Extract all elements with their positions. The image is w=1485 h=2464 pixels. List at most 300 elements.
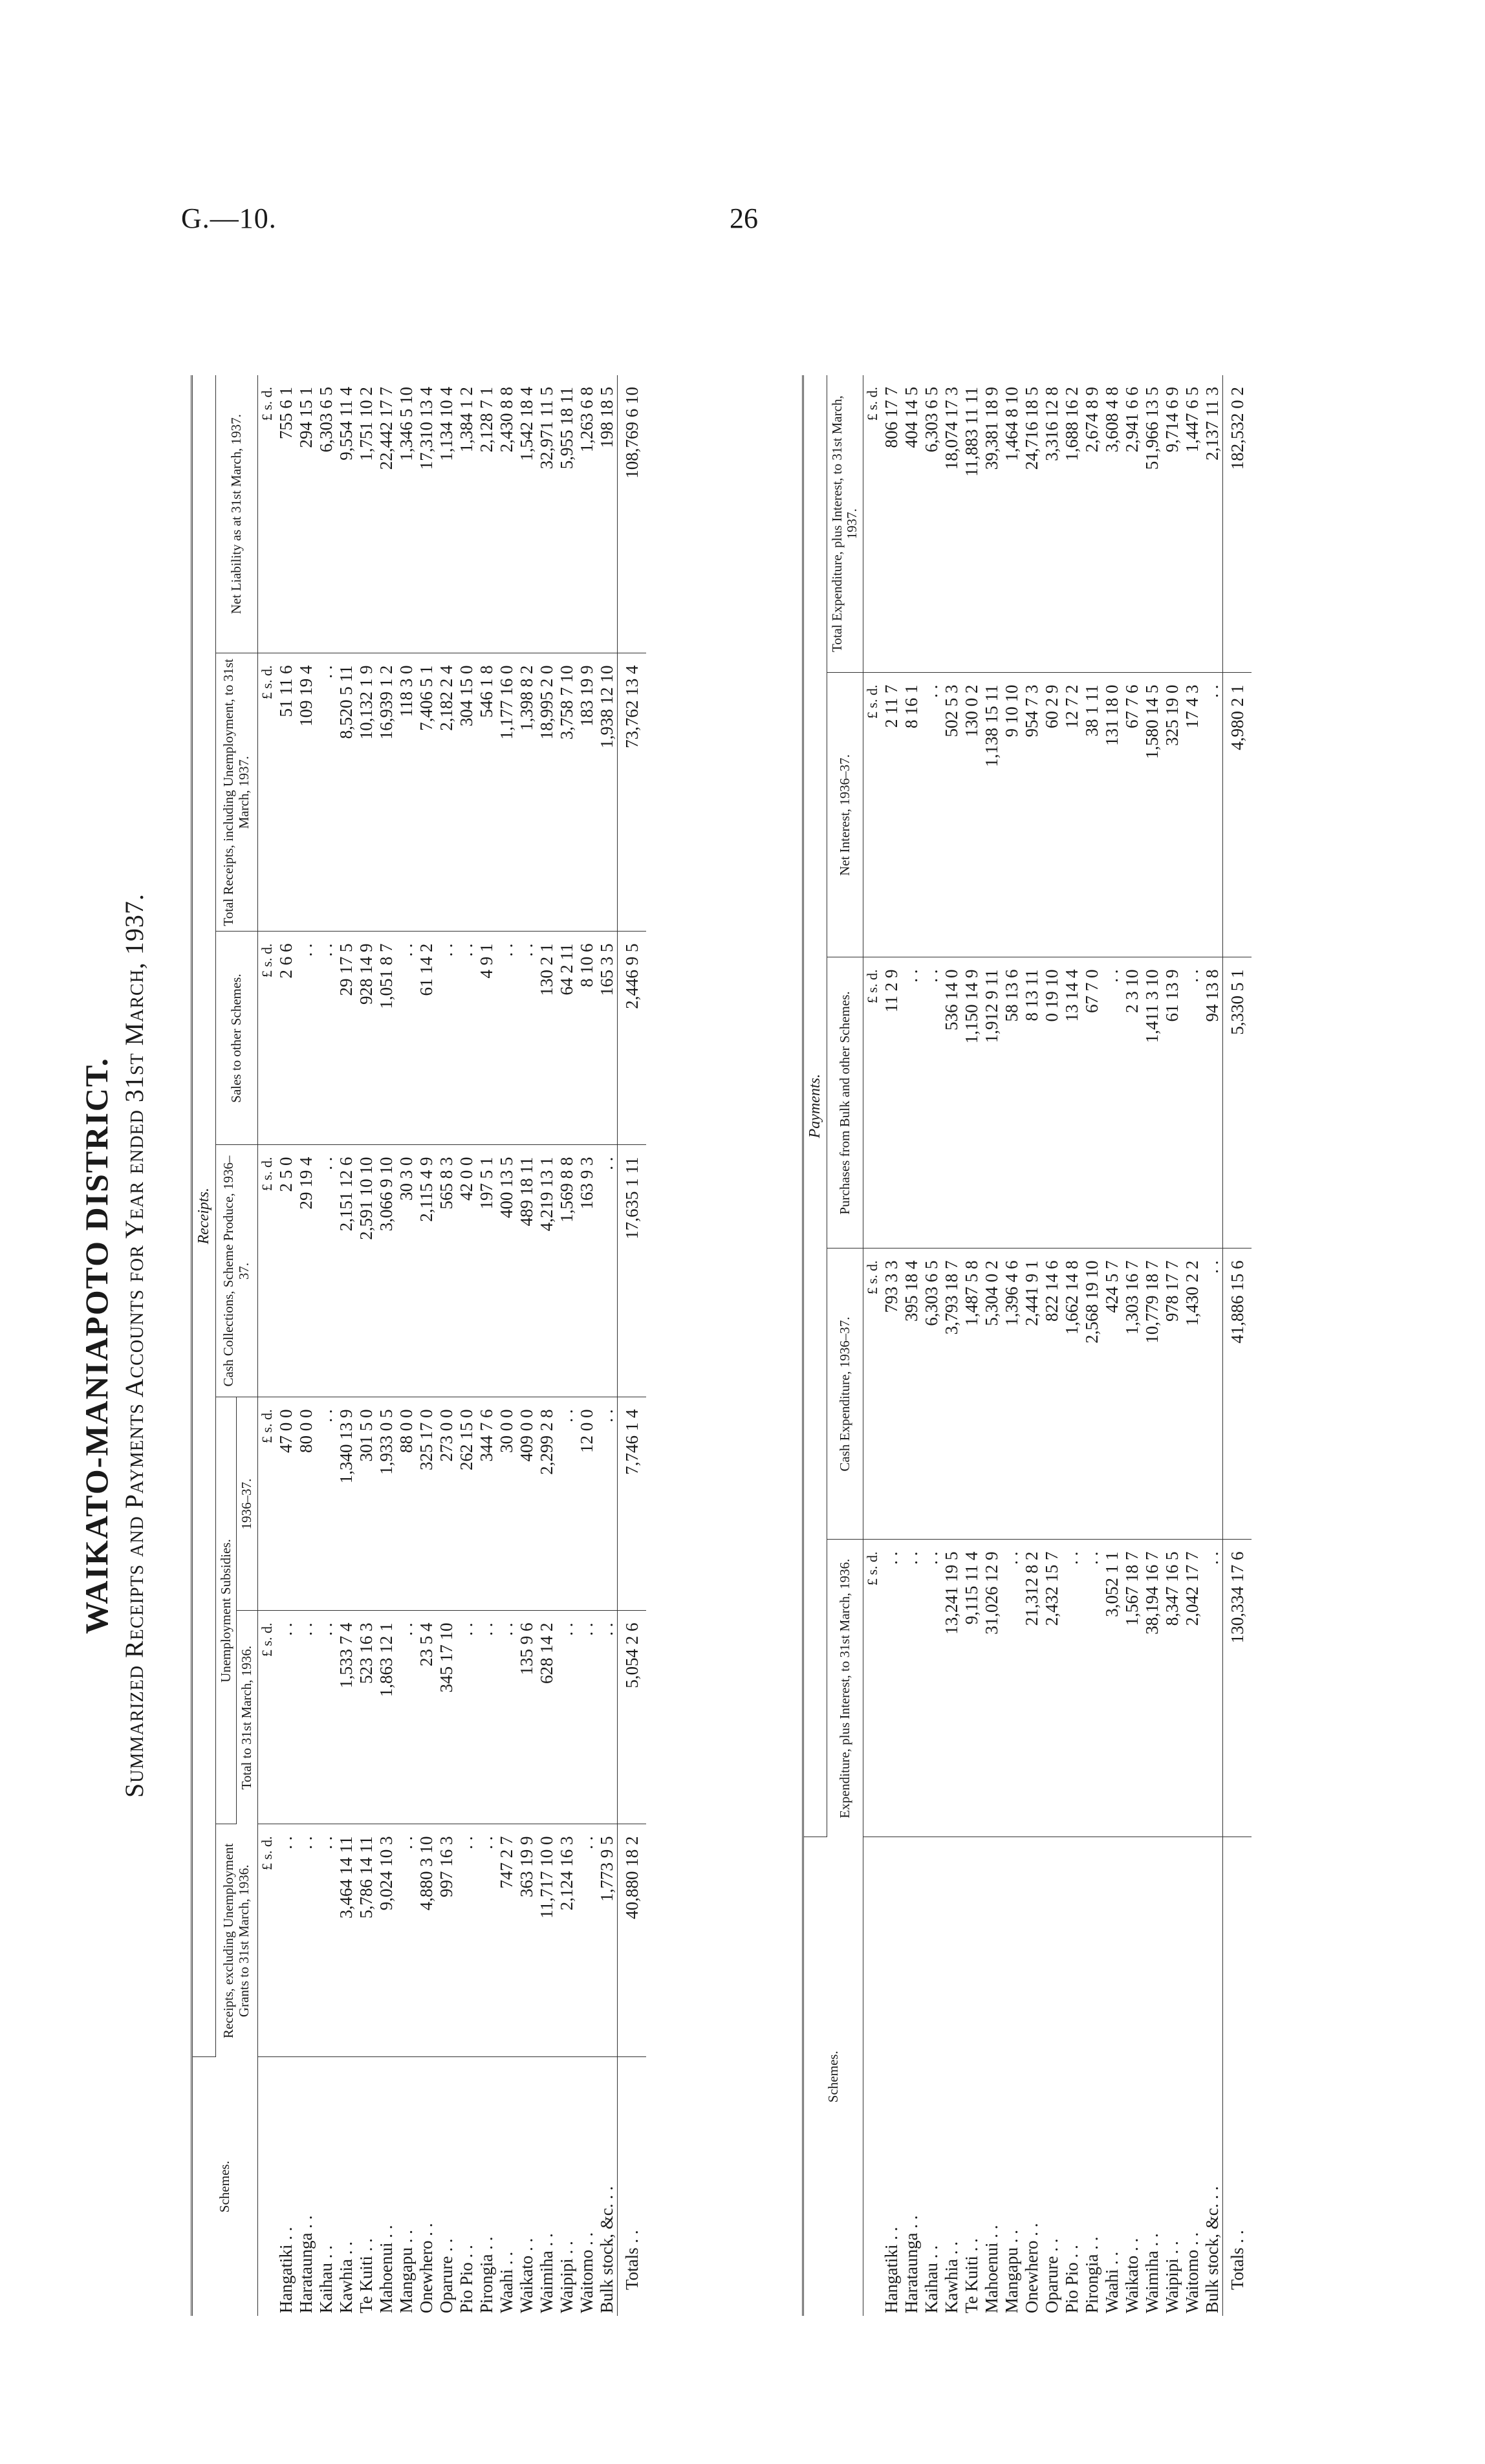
payments-col-cash-expenditure: Cash Expenditure, 1936–37. — [827, 1248, 863, 1540]
scheme-name: Te Kuiti . . — [356, 2238, 376, 2313]
amount-cell: 1,863 12 1 — [376, 1611, 396, 1824]
amount-cell: 10,132 1 9 — [356, 653, 376, 932]
amount-cell: . . — [276, 1611, 296, 1824]
amount-cell: 61 13 9 — [1162, 957, 1182, 1248]
receipts-totals-row — [617, 375, 646, 2316]
payments-row — [1042, 375, 1062, 2316]
document-title: WAIKATO-MANIAPOTO DISTRICT. — [78, 1056, 114, 1635]
amount-cell: 7,406 5 1 — [417, 653, 437, 932]
receipts-row — [356, 375, 376, 2316]
receipts-unit-row — [257, 375, 276, 2316]
scheme-name: Hangatiki . . — [276, 2227, 296, 2313]
amount-cell: 73,762 13 4 — [617, 653, 646, 932]
amount-cell: 130,334 17 6 — [1222, 1540, 1252, 1837]
amount-cell: 2,128 7 1 — [477, 375, 497, 653]
amount-cell: 1,384 1 2 — [457, 375, 477, 653]
amount-cell: 22,442 17 7 — [376, 375, 396, 653]
scheme-name: Kawhia . . — [336, 2241, 356, 2313]
amount-cell: . . — [396, 932, 417, 1145]
amount-cell: 32,971 11 5 — [537, 375, 557, 653]
amount-cell: 1,533 7 4 — [336, 1611, 356, 1824]
amount-cell: 424 5 7 — [1102, 1248, 1122, 1540]
amount-cell: 1,773 9 5 — [597, 1824, 618, 2057]
payments-col-net-interest: Net Interest, 1936–37. — [827, 673, 863, 957]
amount-cell: . . — [1002, 1540, 1022, 1837]
amount-cell: 2,441 9 1 — [1022, 1248, 1042, 1540]
amount-cell: . . — [457, 1611, 477, 1824]
amount-cell: 2 11 7 — [882, 673, 902, 957]
receipts-row — [276, 375, 296, 2316]
amount-cell: 1,150 14 9 — [962, 957, 982, 1248]
amount-cell: 1,411 3 10 — [1142, 957, 1162, 1248]
amount-cell: . . — [316, 1145, 336, 1397]
amount-cell: 38 1 11 — [1082, 673, 1102, 957]
amount-cell: 40,880 18 2 — [617, 1824, 646, 2057]
receipts-col-net-liability: Net Liability as at 31st March, 1937. — [215, 375, 257, 653]
amount-cell: . . — [597, 1145, 618, 1397]
scheme-name: Waitomo . . — [576, 2232, 596, 2313]
amount-cell: 6,303 6 5 — [922, 375, 942, 673]
amount-cell: 1,447 6 5 — [1182, 375, 1202, 673]
scheme-name: Harataunga . . — [901, 2215, 921, 2313]
amount-cell: 2,137 11 3 — [1202, 375, 1223, 673]
payments-totals-row — [1222, 375, 1252, 2316]
amount-cell: 928 14 9 — [356, 932, 376, 1145]
amount-cell: 565 8 3 — [437, 1145, 457, 1397]
amount-cell: . . — [316, 1397, 336, 1611]
scheme-name: Waipipi . . — [556, 2241, 576, 2313]
payments-table — [802, 375, 1252, 2316]
receipts-col-sales: Sales to other Schemes. — [215, 932, 257, 1145]
amount-cell: 546 1 8 — [477, 653, 497, 932]
payments-row — [922, 375, 942, 2316]
amount-cell: 9,115 11 4 — [962, 1540, 982, 1837]
receipts-section-label: Receipts. — [192, 375, 216, 2057]
amount-cell: 11 2 9 — [882, 957, 902, 1248]
scheme-name: Waimiha . . — [1142, 2233, 1162, 2313]
amount-cell: 18,995 2 0 — [537, 653, 557, 932]
amount-cell: 42 0 0 — [457, 1145, 477, 1397]
amount-cell: 1,464 8 10 — [1002, 375, 1022, 673]
scheme-name: Oparure . . — [1041, 2238, 1061, 2313]
amount-cell: 2,446 9 5 — [617, 932, 646, 1145]
scheme-name: Waikato . . — [516, 2238, 536, 2313]
amount-cell: £ s. d. — [863, 673, 882, 957]
amount-cell: . . — [477, 1611, 497, 1824]
amount-cell: 5,955 18 11 — [557, 375, 577, 653]
amount-cell: . . — [557, 1397, 577, 1611]
receipts-row — [477, 375, 497, 2316]
amount-cell: . . — [1202, 673, 1223, 957]
amount-cell: £ s. d. — [257, 1824, 276, 2057]
amount-cell: 1,688 16 2 — [1062, 375, 1082, 673]
amount-cell: 3,052 1 1 — [1102, 1540, 1122, 1837]
amount-cell: 345 17 10 — [437, 1611, 457, 1824]
amount-cell: 165 3 5 — [597, 932, 618, 1145]
scheme-name: Harataunga . . — [296, 2215, 316, 2313]
scheme-name: Mahoenui . . — [981, 2225, 1001, 2313]
receipts-row — [437, 375, 457, 2316]
amount-cell: £ s. d. — [257, 1611, 276, 1824]
document-subtitle: Summarized Receipts and Payments Accounts for Year ended 31st March, 1937. — [120, 893, 149, 1798]
amount-cell: 489 18 11 — [517, 1145, 537, 1397]
amount-cell: 0 19 10 — [1042, 957, 1062, 1248]
scheme-name: Pirongia . . — [476, 2236, 496, 2313]
amount-cell: 301 5 0 — [356, 1397, 376, 1611]
rotated-sheet — [78, 375, 1397, 2316]
scheme-name: Kawhia . . — [941, 2241, 961, 2313]
amount-cell: 1,340 13 9 — [336, 1397, 356, 1611]
payments-col-expenditure-prior: Expenditure, plus Interest, to 31st March, 1936. — [827, 1540, 863, 1837]
amount-cell: . . — [902, 957, 922, 1248]
amount-cell: . . — [316, 653, 336, 932]
amount-cell: 363 19 9 — [517, 1824, 537, 2057]
amount-cell: 1,542 18 4 — [517, 375, 537, 653]
receipts-row — [597, 375, 618, 2316]
scheme-name: Waimiha . . — [536, 2233, 556, 2313]
amount-cell: 1,569 8 8 — [557, 1145, 577, 1397]
amount-cell: 47 0 0 — [276, 1397, 296, 1611]
payments-row — [902, 375, 922, 2316]
amount-cell: 11,883 11 11 — [962, 375, 982, 673]
amount-cell: 6,303 6 5 — [922, 1248, 942, 1540]
amount-cell: . . — [517, 932, 537, 1145]
amount-cell: 1,567 18 7 — [1122, 1540, 1142, 1837]
amount-cell: 13,241 19 5 — [942, 1540, 962, 1837]
amount-cell: 5,054 2 6 — [617, 1611, 646, 1824]
payments-row — [962, 375, 982, 2316]
amount-cell: 1,580 14 5 — [1142, 673, 1162, 957]
amount-cell: 325 17 0 — [417, 1397, 437, 1611]
payments-unit-row — [863, 375, 882, 2316]
amount-cell: 31,026 12 9 — [982, 1540, 1002, 1837]
amount-cell: . . — [597, 1611, 618, 1824]
amount-cell: 9,024 10 3 — [376, 1824, 396, 2057]
amount-cell: 67 7 6 — [1122, 673, 1142, 957]
amount-cell: 747 2 7 — [497, 1824, 517, 2057]
amount-cell: 64 2 11 — [557, 932, 577, 1145]
amount-cell: 2 3 10 — [1122, 957, 1142, 1248]
amount-cell: 793 3 3 — [882, 1248, 902, 1540]
amount-cell: 4,980 2 1 — [1222, 673, 1252, 957]
amount-cell: 1,430 2 2 — [1182, 1248, 1202, 1540]
amount-cell: . . — [922, 1540, 942, 1837]
amount-cell: 1,938 12 10 — [597, 653, 618, 932]
amount-cell: 1,138 15 11 — [982, 673, 1002, 957]
amount-cell: 304 15 0 — [457, 653, 477, 932]
amount-cell: 108,769 6 10 — [617, 375, 646, 653]
payments-row — [982, 375, 1002, 2316]
amount-cell: 30 3 0 — [396, 1145, 417, 1397]
amount-cell: 16,939 1 2 — [376, 653, 396, 932]
scheme-name: Kaihau . . — [316, 2245, 336, 2313]
amount-cell: . . — [597, 1397, 618, 1611]
scheme-name: Te Kuiti . . — [961, 2238, 981, 2313]
amount-cell: £ s. d. — [863, 1540, 882, 1837]
amount-cell: 4 9 1 — [477, 932, 497, 1145]
amount-cell: 1,487 5 8 — [962, 1248, 982, 1540]
amount-cell: 3,758 7 10 — [557, 653, 577, 932]
amount-cell: 30 0 0 — [497, 1397, 517, 1611]
receipts-row — [417, 375, 437, 2316]
amount-cell: 8 16 1 — [902, 673, 922, 957]
payments-row — [1062, 375, 1082, 2316]
amount-cell: . . — [457, 932, 477, 1145]
scheme-name: Waahi . . — [1101, 2251, 1122, 2313]
amount-cell: 135 9 6 — [517, 1611, 537, 1824]
amount-cell: 2,182 2 4 — [437, 653, 457, 932]
amount-cell: 806 17 7 — [882, 375, 902, 673]
amount-cell: 60 2 9 — [1042, 673, 1062, 957]
amount-cell: . . — [922, 673, 942, 957]
payments-row — [1162, 375, 1182, 2316]
amount-cell: 3,608 4 8 — [1102, 375, 1122, 673]
receipts-col-cash: Cash Collections, Scheme Produce, 1936–37. — [215, 1145, 257, 1397]
amount-cell: 24,716 18 5 — [1022, 375, 1042, 673]
amount-cell: 1,912 9 11 — [982, 957, 1002, 1248]
scheme-name: Onewhero . . — [416, 2223, 436, 2313]
amount-cell: 954 7 3 — [1022, 673, 1042, 957]
amount-cell: 118 3 0 — [396, 653, 417, 932]
amount-cell: 17,310 13 4 — [417, 375, 437, 653]
payments-col-total-expenditure: Total Expenditure, plus Interest, to 31st March, 1937. — [827, 375, 863, 673]
scheme-name — [257, 2057, 276, 2316]
amount-cell: 18,074 17 3 — [942, 375, 962, 673]
amount-cell: 2,124 16 3 — [557, 1824, 577, 2057]
scheme-name: Pirongia . . — [1081, 2236, 1101, 2313]
amount-cell: 17,635 1 11 — [617, 1145, 646, 1397]
payments-row — [1002, 375, 1022, 2316]
receipts-col-excl-grants: Receipts, excluding Unemployment Grants to 31st March, 1936. — [215, 1824, 257, 2057]
amount-cell: 3,793 18 7 — [942, 1248, 962, 1540]
amount-cell: 38,194 16 7 — [1142, 1540, 1162, 1837]
amount-cell: 2,042 17 7 — [1182, 1540, 1202, 1837]
amount-cell: 1,398 8 2 — [517, 653, 537, 932]
amount-cell: 409 0 0 — [517, 1397, 537, 1611]
payments-col-schemes: Schemes. — [803, 1837, 863, 2316]
amount-cell: . . — [296, 1611, 316, 1824]
payments-row — [1202, 375, 1223, 2316]
receipts-col-total: Total Receipts, including Unemployment, to 31st March, 1937. — [215, 653, 257, 932]
amount-cell: . . — [1062, 1540, 1082, 1837]
amount-cell: 13 14 4 — [1062, 957, 1082, 1248]
amount-cell: 344 7 6 — [477, 1397, 497, 1611]
scheme-name: Pio Pio . . — [456, 2245, 476, 2313]
receipts-group-subsidies: Unemployment Subsidies. — [215, 1397, 237, 1824]
amount-cell: 58 13 6 — [1002, 957, 1022, 1248]
amount-cell: 9,714 6 9 — [1162, 375, 1182, 673]
receipts-row — [517, 375, 537, 2316]
amount-cell: . . — [922, 957, 942, 1248]
amount-cell: 2,432 15 7 — [1042, 1540, 1062, 1837]
amount-cell: . . — [316, 932, 336, 1145]
amount-cell: 29 19 4 — [296, 1145, 316, 1397]
amount-cell: 21,312 8 2 — [1022, 1540, 1042, 1837]
receipts-row — [497, 375, 517, 2316]
payments-row — [882, 375, 902, 2316]
amount-cell: 163 9 3 — [577, 1145, 597, 1397]
amount-cell: 3,464 14 11 — [336, 1824, 356, 2057]
amount-cell: . . — [497, 1611, 517, 1824]
amount-cell: 1,662 14 8 — [1062, 1248, 1082, 1540]
amount-cell: 11,717 10 0 — [537, 1824, 557, 2057]
payments-row — [1082, 375, 1102, 2316]
amount-cell: . . — [316, 1824, 336, 2057]
scheme-name: Pio Pio . . — [1061, 2245, 1081, 2313]
amount-cell: 1,263 6 8 — [577, 375, 597, 653]
scheme-name: Bulk stock, &c. . . — [1202, 2186, 1222, 2313]
scheme-name: Hangatiki . . — [881, 2227, 901, 2313]
amount-cell: 1,396 4 6 — [1002, 1248, 1022, 1540]
amount-cell: . . — [1202, 1248, 1223, 1540]
amount-cell: 51,966 13 5 — [1142, 375, 1162, 673]
amount-cell: . . — [497, 932, 517, 1145]
amount-cell: 1,051 8 7 — [376, 932, 396, 1145]
receipts-row — [336, 375, 356, 2316]
amount-cell: 5,304 0 2 — [982, 1248, 1002, 1540]
amount-cell: 2 5 0 — [276, 1145, 296, 1397]
amount-cell: 502 5 3 — [942, 673, 962, 957]
amount-cell: 39,381 18 9 — [982, 375, 1002, 673]
scheme-name: Bulk stock, &c. . . — [596, 2186, 616, 2313]
amount-cell: 1,751 10 2 — [356, 375, 376, 653]
scheme-name: Totals . . — [617, 2057, 646, 2316]
amount-cell: 8 10 6 — [577, 932, 597, 1145]
amount-cell: 61 14 2 — [417, 932, 437, 1145]
amount-cell: 131 18 0 — [1102, 673, 1122, 957]
amount-cell: . . — [1082, 1540, 1102, 1837]
amount-cell: . . — [1102, 957, 1122, 1248]
amount-cell: 294 15 1 — [296, 375, 316, 653]
amount-cell: 9 10 10 — [1002, 673, 1022, 957]
receipts-row — [457, 375, 477, 2316]
amount-cell: 997 16 3 — [437, 1824, 457, 2057]
amount-cell: . . — [1182, 957, 1202, 1248]
scheme-name: Waitomo . . — [1182, 2232, 1202, 2313]
amount-cell: 2,430 8 8 — [497, 375, 517, 653]
amount-cell: 755 6 1 — [276, 375, 296, 653]
amount-cell: £ s. d. — [257, 1397, 276, 1611]
receipts-col-subsidy-total: Total to 31st March, 1936. — [237, 1611, 258, 1824]
amount-cell: . . — [902, 1540, 922, 1837]
amount-cell: . . — [276, 1824, 296, 2057]
amount-cell: 536 14 0 — [942, 957, 962, 1248]
amount-cell: 8,347 16 5 — [1162, 1540, 1182, 1837]
amount-cell: 183 19 9 — [577, 653, 597, 932]
amount-cell: 3,066 9 10 — [376, 1145, 396, 1397]
amount-cell: 628 14 2 — [537, 1611, 557, 1824]
amount-cell: 2,115 4 9 — [417, 1145, 437, 1397]
amount-cell: 8,520 5 11 — [336, 653, 356, 932]
amount-cell: 41,886 15 6 — [1222, 1248, 1252, 1540]
payments-row — [1182, 375, 1202, 2316]
amount-cell: 8 13 11 — [1022, 957, 1042, 1248]
scheme-name: Oparure . . — [436, 2238, 456, 2313]
amount-cell: 12 7 2 — [1062, 673, 1082, 957]
receipts-row — [577, 375, 597, 2316]
amount-cell: 395 18 4 — [902, 1248, 922, 1540]
amount-cell: £ s. d. — [863, 375, 882, 673]
amount-cell: 978 17 7 — [1162, 1248, 1182, 1540]
amount-cell: 2,591 10 10 — [356, 1145, 376, 1397]
page-number: 26 — [730, 202, 758, 234]
receipts-row — [396, 375, 417, 2316]
amount-cell: 2,568 19 10 — [1082, 1248, 1102, 1540]
amount-cell: 3,316 12 8 — [1042, 375, 1062, 673]
amount-cell: 1,346 5 10 — [396, 375, 417, 653]
amount-cell: 2,151 12 6 — [336, 1145, 356, 1397]
amount-cell: 273 0 0 — [437, 1397, 457, 1611]
amount-cell: 130 2 1 — [537, 932, 557, 1145]
scheme-name: Waahi . . — [496, 2251, 516, 2313]
amount-cell: 325 19 0 — [1162, 673, 1182, 957]
amount-cell: £ s. d. — [257, 653, 276, 932]
amount-cell: . . — [1202, 1540, 1223, 1837]
amount-cell: . . — [477, 1824, 497, 2057]
amount-cell: 23 5 4 — [417, 1611, 437, 1824]
amount-cell: 2 6 6 — [276, 932, 296, 1145]
amount-cell: 2,674 8 9 — [1082, 375, 1102, 673]
amount-cell: 1,134 10 4 — [437, 375, 457, 653]
receipts-table — [191, 375, 646, 2316]
scheme-name: Mangapu . . — [1001, 2230, 1021, 2313]
amount-cell: 12 0 0 — [577, 1397, 597, 1611]
scheme-name: Totals . . — [1222, 1837, 1252, 2316]
payments-row — [1022, 375, 1042, 2316]
payments-body — [863, 375, 1252, 2316]
amount-cell: £ s. d. — [863, 957, 882, 1248]
payments-row — [1102, 375, 1122, 2316]
payments-section-label: Payments. — [803, 375, 827, 1837]
amount-cell: 2,299 2 8 — [537, 1397, 557, 1611]
amount-cell: 9,554 11 4 — [336, 375, 356, 653]
amount-cell: 130 0 2 — [962, 673, 982, 957]
receipts-row — [296, 375, 316, 2316]
amount-cell: £ s. d. — [257, 932, 276, 1145]
amount-cell: 7,746 1 4 — [617, 1397, 646, 1611]
amount-cell: 822 14 6 — [1042, 1248, 1062, 1540]
amount-cell: 29 17 5 — [336, 932, 356, 1145]
amount-cell: £ s. d. — [257, 375, 276, 653]
scheme-name: Waipipi . . — [1162, 2241, 1182, 2313]
scheme-name: Kaihau . . — [921, 2245, 941, 2313]
receipts-row — [537, 375, 557, 2316]
amount-cell: . . — [577, 1824, 597, 2057]
amount-cell: 1,303 16 7 — [1122, 1248, 1142, 1540]
receipts-row — [557, 375, 577, 2316]
amount-cell: £ s. d. — [257, 1145, 276, 1397]
scheme-name — [863, 1837, 882, 2316]
amount-cell: . . — [437, 932, 457, 1145]
amount-cell: . . — [457, 1824, 477, 2057]
amount-cell: 6,303 6 5 — [316, 375, 336, 653]
amount-cell: 1,177 16 0 — [497, 653, 517, 932]
series-reference: G.—10. — [181, 202, 277, 234]
amount-cell: 17 4 3 — [1182, 673, 1202, 957]
amount-cell: . . — [882, 1540, 902, 1837]
amount-cell: 94 13 8 — [1202, 957, 1223, 1248]
amount-cell: 2,941 6 6 — [1122, 375, 1142, 673]
amount-cell: 404 14 5 — [902, 375, 922, 673]
scheme-name: Onewhero . . — [1021, 2223, 1041, 2313]
amount-cell: 10,779 18 7 — [1142, 1248, 1162, 1540]
amount-cell: . . — [316, 1611, 336, 1824]
amount-cell: 262 15 0 — [457, 1397, 477, 1611]
scheme-name: Mahoenui . . — [376, 2225, 396, 2313]
amount-cell: 51 11 6 — [276, 653, 296, 932]
amount-cell: 4,880 3 10 — [417, 1824, 437, 2057]
amount-cell: 400 13 5 — [497, 1145, 517, 1397]
